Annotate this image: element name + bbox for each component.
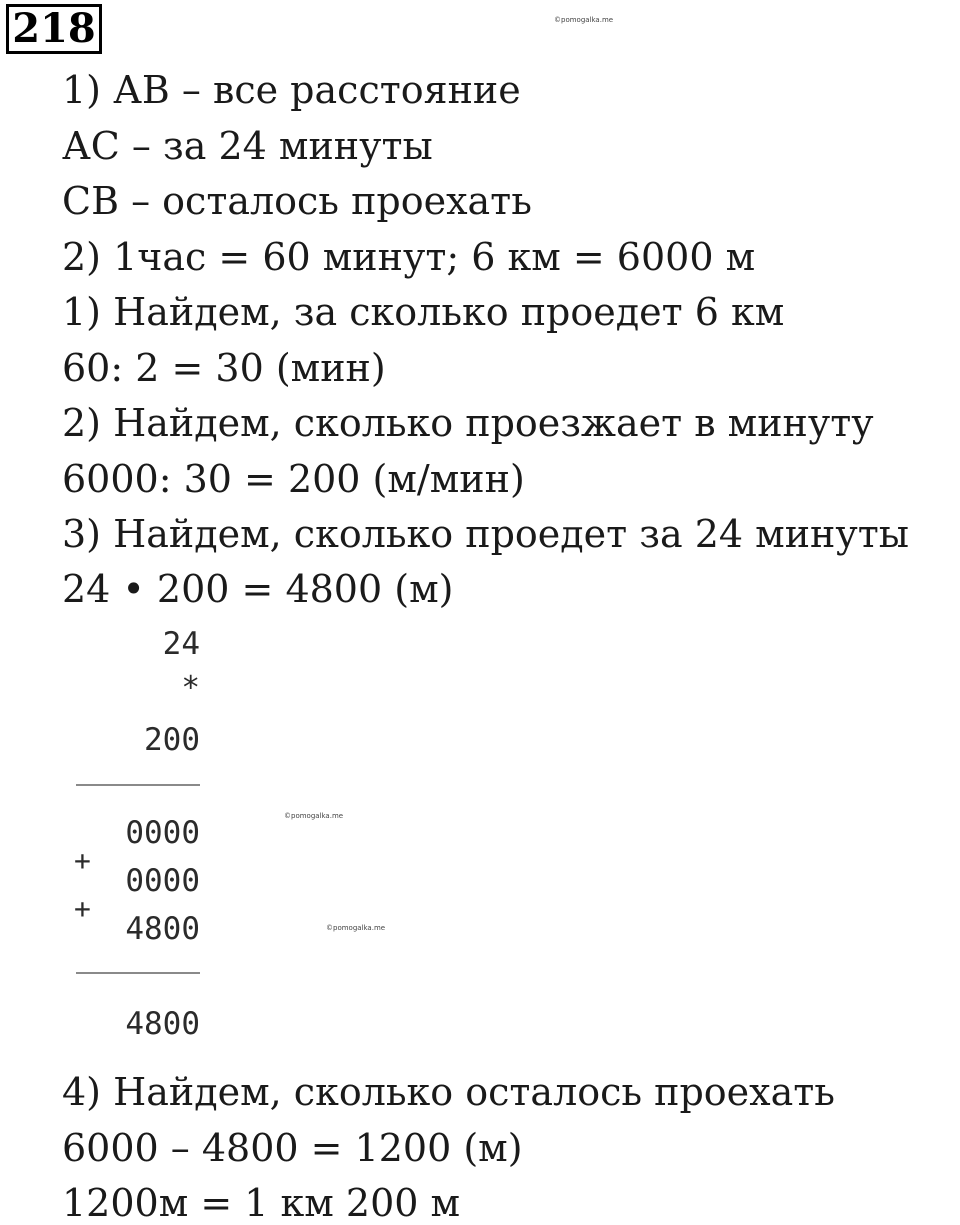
solution-line: АС – за 24 минуты: [62, 124, 433, 168]
calc-result: 4800: [125, 1006, 200, 1042]
solution-line: 1) Найдем, за сколько проедет 6 км: [62, 290, 785, 334]
solution-line: 6000 – 4800 = 1200 (м): [62, 1126, 523, 1170]
plus-sign: +: [74, 892, 91, 925]
watermark: ©pomogalka.me: [326, 924, 386, 932]
solution-line: 60: 2 = 30 (мин): [62, 346, 386, 390]
partial-product: 0000: [125, 863, 200, 899]
multiplicand: 24: [162, 626, 200, 662]
plus-sign: +: [74, 844, 91, 877]
solution-line: 3) Найдем, сколько проедет за 24 минуты: [62, 512, 909, 556]
solution-line: 2) 1час = 60 минут; 6 км = 6000 м: [62, 235, 756, 279]
watermark: ©pomogalka.me: [284, 812, 344, 820]
solution-line: СВ – осталось проехать: [62, 179, 532, 223]
calc-divider: [76, 784, 200, 786]
solution-line: 1200м = 1 км 200 м: [62, 1181, 461, 1225]
watermark: ©pomogalka.me: [554, 16, 614, 24]
multiplier: 200: [144, 722, 200, 758]
partial-product: 4800: [125, 911, 200, 947]
solution-line: 2) Найдем, сколько проезжает в минуту: [62, 401, 874, 445]
partial-product: 0000: [125, 815, 200, 851]
solution-line: 4) Найдем, сколько осталось проехать: [62, 1070, 835, 1114]
calc-divider: [76, 972, 200, 974]
multiply-operator: *: [181, 670, 200, 706]
solution-line: 24 • 200 = 4800 (м): [62, 567, 454, 611]
solution-line: 1) АВ – все расстояние: [62, 68, 521, 112]
problem-number: 218: [6, 4, 102, 54]
solution-line: 6000: 30 = 200 (м/мин): [62, 457, 525, 501]
